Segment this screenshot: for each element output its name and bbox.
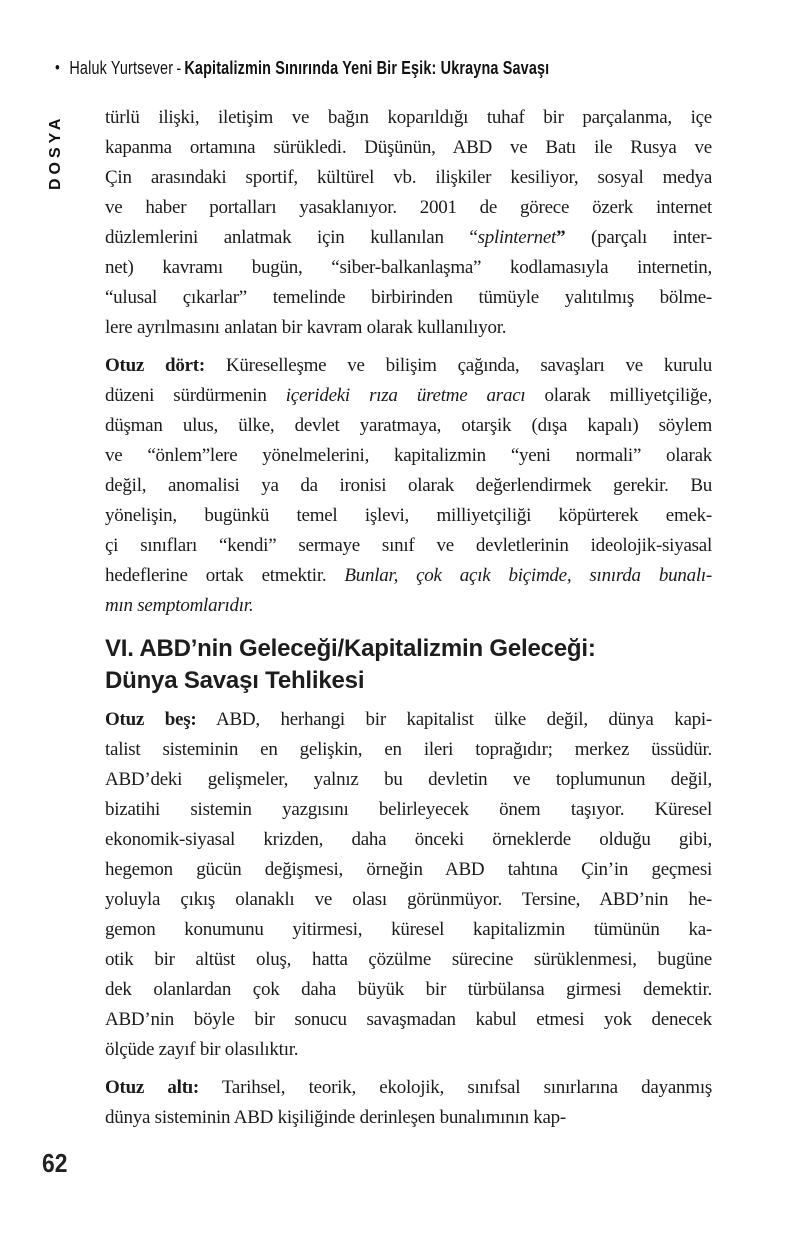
paragraph bbox=[105, 705, 712, 1065]
text-line: otik bir altüst oluş, hatta çözülme sürecine sürüklenmesi, bugüne bbox=[105, 949, 712, 970]
text-line: ölçüde zayıf bir olasılıktır. bbox=[105, 1039, 299, 1060]
text-column bbox=[105, 103, 712, 1133]
paragraph bbox=[105, 103, 712, 343]
text-line: Otuz beş: ABD, herhangi bir kapitalist ülke değil, dünya kapi- bbox=[105, 709, 712, 730]
text-line: bizatihi sistemin yazgısını belirleyecek önem taşıyor. Küresel bbox=[105, 799, 712, 820]
paragraph bbox=[105, 351, 712, 621]
text-line: hedeflerine ortak etmektir. Bunlar, çok açık biçimde, sınırda bunalı- bbox=[105, 565, 712, 586]
text-line: düzeni sürdürmenin içerideki rıza üretme aracı olarak milliyetçiliğe, bbox=[105, 385, 712, 406]
paragraph bbox=[105, 1073, 712, 1133]
text-line: “ulusal çıkarlar” temelinde birbirinden tümüyle yalıtılmış bölme- bbox=[105, 287, 712, 308]
text-line: lere ayrılmasını anlatan bir kavram olarak kullanılıyor. bbox=[105, 317, 507, 338]
page-number: 62 bbox=[42, 1148, 68, 1178]
text-line: gemon konumunu yitirmesi, küresel kapitalizmin tümünün ka- bbox=[105, 919, 712, 940]
text-line: türlü ilişki, iletişim ve bağın koparıldığı tuhaf bir parçalanma, içe bbox=[105, 107, 712, 128]
text-line: mın semptomlarıdır. bbox=[105, 595, 254, 616]
running-header bbox=[55, 58, 549, 79]
text-line: dek olanlardan çok daha büyük bir türbülansa girmesi demektir. bbox=[105, 979, 712, 1000]
header-book-title: Kapitalizmin Sınırında Yeni Bir Eşik: Ukrayna Savaşı bbox=[184, 58, 550, 78]
text-line: Otuz dört: Küreselleşme ve bilişim çağında, savaşları ve kurulu bbox=[105, 355, 712, 376]
text-line: yoluyla çıkış olanaklı ve olası görünmüyor. Tersine, ABD’nin he- bbox=[105, 889, 712, 910]
text-line: dünya sisteminin ABD kişiliğinde derinleşen bunalımının kap- bbox=[105, 1107, 567, 1128]
text-line: hegemon gücün değişmesi, örneğin ABD tahtına Çin’in geçmesi bbox=[105, 859, 712, 880]
text-line: net) kavramı bugün, “siber-balkanlaşma” kodlamasıyla internetin, bbox=[105, 257, 712, 278]
header-separator: - bbox=[176, 58, 182, 78]
heading-line: VI. ABD’nin Geleceği/Kapitalizmin Geleceği: bbox=[105, 635, 596, 662]
text-line: düzlemlerini anlatmak için kullanılan “splinternet” (parçalı inter- bbox=[105, 227, 712, 248]
text-line: kapanma ortamına sürükledi. Düşünün, ABD ve Batı ile Rusya ve bbox=[105, 137, 712, 158]
text-line: ABD’deki gelişmeler, yalnız bu devletin ve toplumunun değil, bbox=[105, 769, 712, 790]
text-line: Çin arasındaki sportif, kültürel vb. ilişkiler kesiliyor, sosyal medya bbox=[105, 167, 712, 188]
text-line: talist sisteminin en gelişkin, en ileri toprağıdır; merkez üssüdür. bbox=[105, 739, 712, 760]
heading-line: Dünya Savaşı Tehlikesi bbox=[105, 667, 365, 694]
header-author: Haluk Yurtsever bbox=[69, 58, 174, 78]
bullet-icon: • bbox=[55, 58, 60, 77]
side-label-dosya: DOSYA bbox=[47, 114, 64, 190]
text-line: düşman ulus, ülke, devlet yaratmaya, otarşik (dışa kapalı) söylem bbox=[105, 415, 712, 436]
text-line: Otuz altı: Tarihsel, teorik, ekolojik, sınıfsal sınırlarına dayanmış bbox=[105, 1077, 712, 1098]
text-line: ABD’nin böyle bir sonucu savaşmadan kabul etmesi yok denecek bbox=[105, 1009, 712, 1030]
text-line: ve haber portalları yasaklanıyor. 2001 de görece özerk internet bbox=[105, 197, 712, 218]
text-line: yönelişin, bugünkü temel işlevi, milliyetçiliği köpürterek emek- bbox=[105, 505, 712, 526]
text-line: ekonomik-siyasal krizden, daha önceki örneklerde olduğu gibi, bbox=[105, 829, 712, 850]
text-line: ve “önlem”lere yönelmelerini, kapitalizmin “yeni normali” olarak bbox=[105, 445, 712, 466]
section-heading bbox=[105, 633, 712, 697]
text-line: çi sınıfları “kendi” sermaye sınıf ve devletlerinin ideolojik-siyasal bbox=[105, 535, 712, 556]
text-line: değil, anomalisi ya da ironisi olarak değerlendirmek gerekir. Bu bbox=[105, 475, 712, 496]
